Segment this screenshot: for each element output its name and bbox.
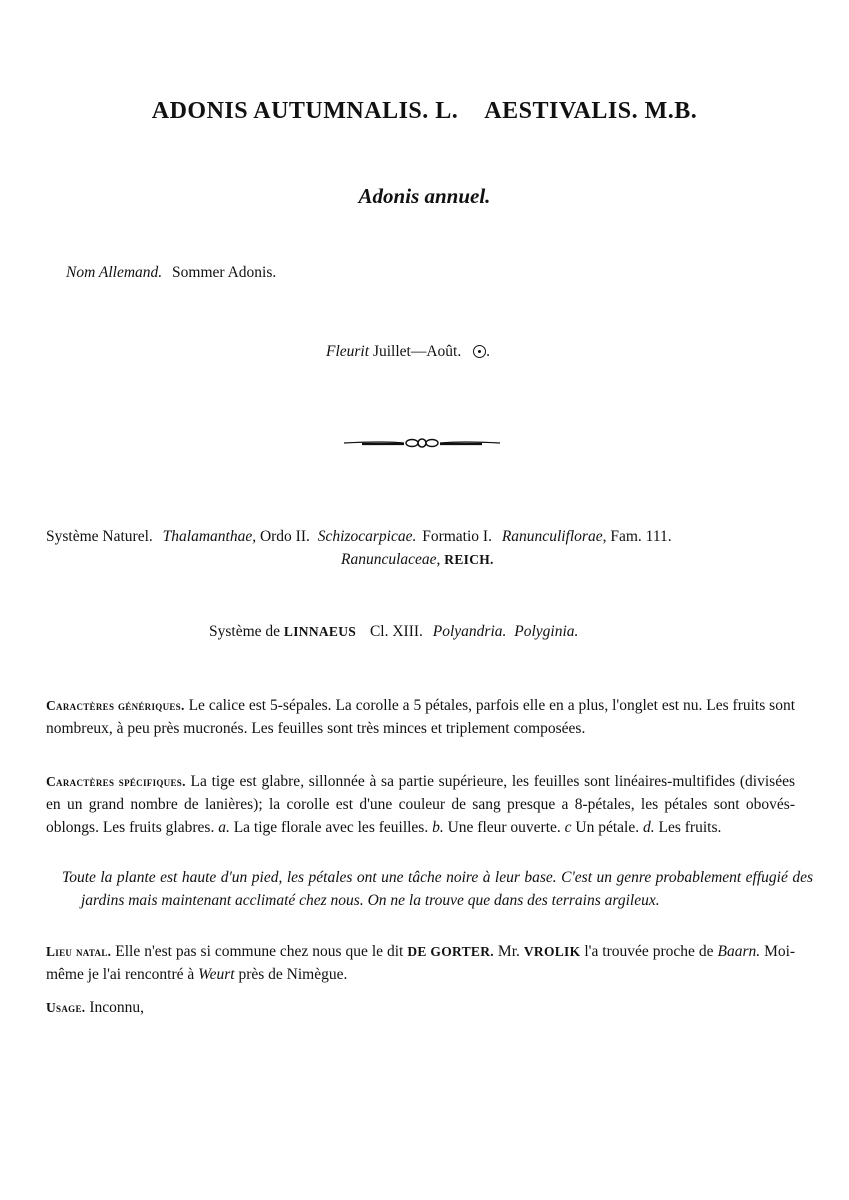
specific-characters-text: La tige est glabre, sillonnée à sa partie supérieure, les feuilles sont linéaires-multifides (divisées en un grand nombre de lanières); la corolle est d'une couleur de sang presque a 8-pétales, les pétales sont obovés-oblongs. Les fruits glabres. [46, 773, 795, 836]
natural-system-label: Système Naturel. [46, 528, 153, 545]
native-habitat-vrolik: VROLIK [523, 944, 581, 959]
usage-text: Inconnu, [89, 999, 144, 1016]
native-habitat-mr: Mr. [497, 943, 520, 960]
figure-key-b: b. [432, 819, 444, 836]
generic-characters-label: Caractères génériques. [46, 698, 185, 713]
natural-system-fam: , Fam. 111. [602, 528, 672, 545]
linnaeus-system-line [209, 623, 578, 641]
flowering-value: Juillet—Août. [372, 343, 462, 360]
native-habitat-gorter: DE GORTER. [407, 944, 494, 959]
german-name-label: Nom Allemand. [66, 264, 163, 281]
specific-characters-label: Caractères spécifiques. [46, 774, 186, 789]
native-habitat-label: Lieu natal. [46, 944, 112, 959]
flowering-label: Fleurit [326, 343, 370, 360]
natural-system-thalamanthae: Thalamanthae [162, 528, 253, 545]
figure-key-d: d. [643, 819, 655, 836]
natural-system-ranunculiflorae: Ranunculiflorae [501, 528, 603, 545]
natural-system-line-2 [341, 551, 494, 569]
natural-system-schizocarpicae: Schizocarpicae. [317, 528, 417, 545]
figure-key-c-text: Un pétale. [575, 819, 640, 836]
specific-characters-paragraph [46, 770, 795, 839]
native-habitat-text-4: près de Nimègue. [238, 966, 348, 983]
flowering-symbol-suffix: . [486, 343, 490, 360]
usage-paragraph [46, 996, 795, 1019]
annual-plant-symbol-icon [473, 345, 486, 358]
natural-system-ranunculaceae: Ranunculaceae [341, 551, 437, 568]
common-name-heading: Adonis annuel. [358, 184, 491, 208]
ornament-divider-icon [342, 432, 502, 454]
flowering-line [326, 343, 490, 361]
figure-key-b-text: Une fleur ouverte. [447, 819, 561, 836]
native-habitat-weurt: Weurt [198, 966, 235, 983]
generic-characters-paragraph [46, 694, 795, 740]
natural-system-reich: REICH. [444, 552, 494, 567]
linnaeus-polyandria: Polyandria. [432, 623, 507, 640]
page-title [0, 98, 849, 125]
linnaeus-class: Cl. XIII. [369, 623, 423, 640]
native-habitat-baarn: Baarn. [717, 943, 761, 960]
figure-key-c: c [564, 819, 572, 836]
title-part-1: ADONIS AUTUMNALIS. L. [151, 98, 459, 124]
native-habitat-paragraph [46, 940, 795, 986]
generic-characters-text: Le calice est 5-sépales. La corolle a 5 pétales, parfois elle en a plus, l'onglet est nu. Les fruits sont nombreux, à peu près mucronés. Les feuilles sont très minces et triplement composées. [46, 697, 796, 737]
german-name-line [66, 264, 276, 282]
natural-system-formatio: Formatio I. [422, 528, 492, 545]
figure-key-a-text: La tige florale avec les feuilles. [233, 819, 429, 836]
figure-key-d-text: Les fruits. [658, 819, 722, 836]
figure-key-a: a. [218, 819, 230, 836]
linnaeus-name: LINNAEUS [283, 624, 357, 639]
natural-system-comma: , [436, 551, 441, 568]
linnaeus-label: Système de [209, 623, 281, 640]
linnaeus-polyginia: Polyginia. [514, 623, 579, 640]
natural-system-line [46, 528, 672, 546]
german-name-value: Sommer Adonis. [172, 264, 277, 281]
italic-note-paragraph: Toute la plante est haute d'un pied, les pétales ont une tâche noire à leur base. C'est un genre probablement effugié des jardins mais maintenant acclimaté chez nous. On ne la trouve que dans des terrains argileux. [62, 869, 813, 909]
natural-system-ordo: , Ordo II. [252, 528, 310, 545]
native-habitat-text-2: l'a trouvée proche de [584, 943, 714, 960]
title-part-2: AESTIVALIS. M.B. [484, 98, 698, 124]
native-habitat-text-3: Moi-même je l'ai rencontré à [46, 943, 796, 983]
native-habitat-text-1: Elle n'est pas si commune chez nous que le dit [115, 943, 404, 960]
usage-label: Usage. [46, 1000, 86, 1015]
